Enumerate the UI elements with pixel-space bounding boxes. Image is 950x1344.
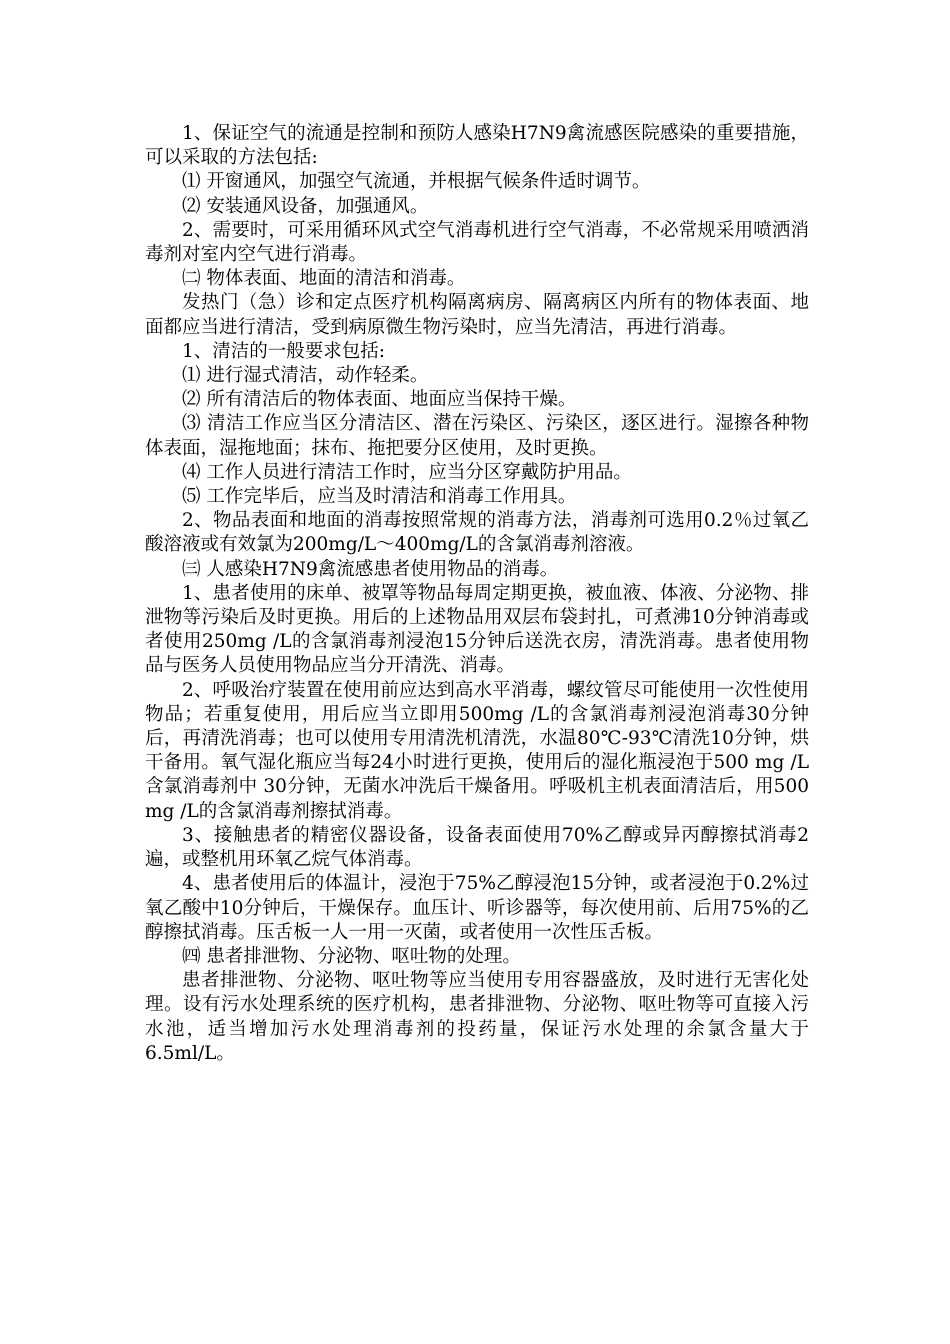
- paragraph-6: 发热门（急）诊和定点医疗机构隔离病房、隔离病区内所有的物体表面、地面都应当进行清洁，受到病原微生物污染时，应当先清洁，再进行消毒。: [145, 292, 809, 338]
- paragraph-18: 4、患者使用后的体温计，浸泡于75%乙醇浸泡15分钟，或者浸泡于0.2%过氧乙酸中10分钟后，干燥保存。血压计、听诊器等，每次使用前、后用75%的乙醇擦拭消毒。压舌板一人一用一灭菌，或者使用一次性压舌板。: [145, 873, 809, 943]
- paragraph-1: 1、保证空气的流通是控制和预防人感染H7N9禽流感医院感染的重要措施，可以采取的方法包括:: [145, 123, 809, 169]
- paragraph-10: ⑶ 清洁工作应当区分清洁区、潜在污染区、污染区，逐区进行。湿擦各种物体表面，湿拖地面；抹布、拖把要分区使用，及时更换。: [145, 413, 809, 459]
- paragraph-13: 2、物品表面和地面的消毒按照常规的消毒方法，消毒剂可选用0.2％过氧乙酸溶液或有效氯为200mg/L～400mg/L的含氯消毒剂溶液。: [145, 510, 809, 556]
- paragraph-9: ⑵ 所有清洁后的物体表面、地面应当保持干燥。: [182, 389, 577, 411]
- paragraph-15: 1、患者使用的床单、被罩等物品每周定期更换，被血液、体液、分泌物、排泄物等污染后及时更换。用后的上述物品用双层布袋封扎，可煮沸10分钟消毒或者使用250mg /L的含氯消毒剂浸泡15分钟后送洗衣房，清洗消毒。患者使用物品与医务人员使用物品应当分开清洗、消毒。: [145, 582, 809, 677]
- paragraph-11: ⑷ 工作人员进行清洁工作时，应当分区穿戴防护用品。: [182, 461, 632, 483]
- paragraph-3: ⑵ 安装通风设备，加强通风。: [182, 195, 429, 217]
- paragraph-16: 2、呼吸治疗装置在使用前应达到高水平消毒，螺纹管尽可能使用一次性使用物品；若重复使用，用后应当立即用500mg /L的含氯消毒剂浸泡消毒30分钟后，再清洗消毒；也可以使用专用清洗机清洗，水温80℃-93℃清洗10分钟，烘干备用。氧气湿化瓶应当每24小时进行更换，使用后的湿化瓶浸泡于500 mg /L含氯消毒剂中 30分钟，无菌水冲洗后干燥备用。呼吸机主机表面清洁后，用500 mg /L的含氯消毒剂擦拭消毒。: [145, 679, 809, 822]
- paragraph-17: 3、接触患者的精密仪器设备，设备表面使用70%乙醇或异丙醇擦拭消毒2遍，或整机用环氧乙烷气体消毒。: [145, 824, 809, 871]
- paragraph-12: ⑸ 工作完毕后，应当及时清洁和消毒工作用具。: [182, 486, 577, 508]
- paragraph-7: 1、清洁的一般要求包括:: [182, 340, 386, 362]
- paragraph-20: 患者排泄物、分泌物、呕吐物等应当使用专用容器盛放，及时进行无害化处理。设有污水处理系统的医疗机构，患者排泄物、分泌物、呕吐物等可直接入污水池，适当增加污水处理消毒剂的投药量，保证污水处理的余氯含量大于6.5ml/L。: [145, 970, 809, 1064]
- paragraph-4: 2、需要时，可采用循环风式空气消毒机进行空气消毒，不必常规采用喷洒消毒剂对室内空气进行消毒。: [145, 219, 809, 266]
- paragraph-8: ⑴ 进行湿式清洁，动作轻柔。: [182, 365, 429, 387]
- section-heading-3: ㈢ 人感染H7N9禽流感患者使用物品的消毒。: [182, 558, 559, 580]
- section-heading-2: ㈡ 物体表面、地面的清洁和消毒。: [182, 268, 466, 290]
- section-heading-4: ㈣ 患者排泄物、分泌物、呕吐物的处理。: [182, 945, 521, 967]
- paragraph-2: ⑴ 开窗通风，加强空气流通，并根据气候条件适时调节。: [182, 171, 651, 193]
- document-page: [145, 122, 809, 1066]
